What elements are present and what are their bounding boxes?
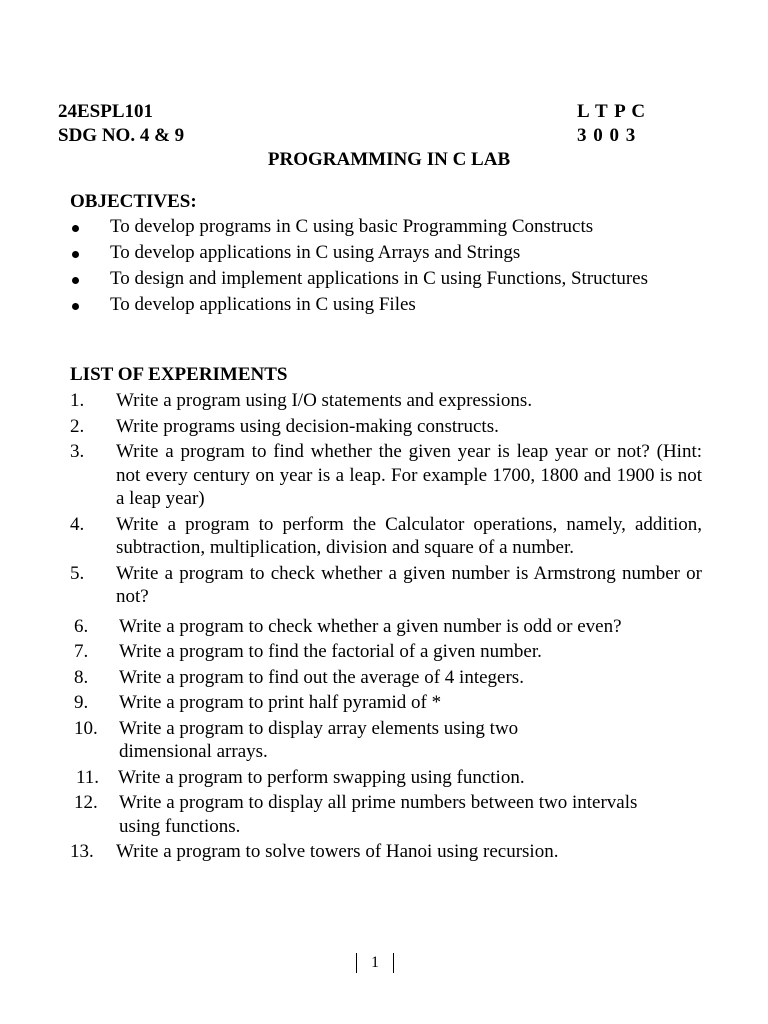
experiment-text: Write a program to print half pyramid of * xyxy=(119,692,442,713)
experiment-text: Write a program to find out the average of 4 integers. xyxy=(119,666,524,688)
bullet-icon xyxy=(72,225,79,232)
experiment-item xyxy=(74,666,702,690)
experiment-number: 12. xyxy=(74,792,98,813)
experiment-item xyxy=(74,717,614,764)
experiment-number: 2. xyxy=(70,415,85,437)
experiment-item xyxy=(74,791,674,838)
objective-text: To design and implement applications in C using Functions, Structures xyxy=(110,268,649,289)
ltpc-values: 3 0 0 3 xyxy=(577,125,637,146)
experiment-text: Write a program using I/O statements and expressions. xyxy=(116,390,533,411)
experiment-number: 1. xyxy=(70,390,85,411)
experiment-item xyxy=(70,513,702,560)
sdg-number: SDG NO. 4 & 9 xyxy=(58,125,185,146)
experiments-list xyxy=(70,389,702,866)
bullet-icon xyxy=(72,277,79,284)
objectives-list xyxy=(70,215,710,319)
course-code: 24ESPL101 xyxy=(58,101,154,122)
experiment-number: 5. xyxy=(70,562,85,584)
page-title: PROGRAMMING IN C LAB xyxy=(267,149,511,170)
bullet-icon xyxy=(72,303,79,310)
objective-item xyxy=(70,215,710,238)
experiment-number: 4. xyxy=(70,513,85,535)
experiment-text: Write a program to check whether a given number is odd or even? xyxy=(119,615,622,637)
ltpc-label: L T P C xyxy=(577,101,647,122)
experiment-item xyxy=(76,766,702,790)
experiment-text: Write a program to perform swapping using function. xyxy=(118,766,525,788)
experiment-item xyxy=(74,691,702,715)
experiments-heading: LIST OF EXPERIMENTS xyxy=(70,364,288,385)
experiment-number: 13. xyxy=(70,841,94,862)
page-number: 1 xyxy=(356,953,394,973)
experiment-number: 7. xyxy=(74,641,89,662)
experiment-item xyxy=(70,389,702,413)
objective-text: To develop applications in C using Files xyxy=(110,294,416,315)
experiment-text: Write a program to find the factorial of a given number. xyxy=(119,641,542,662)
experiment-number: 10. xyxy=(74,717,98,739)
page-footer xyxy=(0,953,768,973)
experiment-item xyxy=(70,415,702,439)
experiment-number: 8. xyxy=(74,666,89,688)
experiment-text: Write a program to display all prime numbers between two intervals using functions. xyxy=(119,792,638,837)
bullet-icon xyxy=(72,251,79,258)
experiment-number: 3. xyxy=(70,441,85,462)
experiment-text: Write programs using decision-making constructs. xyxy=(116,415,499,437)
experiment-item xyxy=(74,615,674,639)
experiment-text: Write a program to find whether the given year is leap year or not? (Hint: not every century on year is a leap. For example 1700, 1800 and 1900 is not a leap year) xyxy=(116,441,702,509)
objective-text: To develop programs in C using basic Programming Constructs xyxy=(110,216,594,237)
objective-text: To develop applications in C using Arrays and Strings xyxy=(110,242,521,263)
experiment-text: Write a program to solve towers of Hanoi using recursion. xyxy=(116,841,559,862)
experiment-item xyxy=(70,562,702,609)
experiment-text: Write a program to display array elements using two dimensional arrays. xyxy=(119,717,519,762)
experiment-text: Write a program to check whether a given number is Armstrong number or not? xyxy=(116,562,702,607)
experiment-number: 9. xyxy=(74,692,89,713)
experiment-item xyxy=(74,640,702,664)
objective-item xyxy=(70,293,710,316)
experiment-number: 11. xyxy=(76,766,100,788)
objective-item xyxy=(70,267,700,290)
experiment-item xyxy=(70,840,702,864)
experiment-item xyxy=(70,440,702,511)
objectives-heading: OBJECTIVES: xyxy=(70,191,197,212)
experiment-text: Write a program to perform the Calculator operations, namely, addition, subtraction, multiplication, division and square of a number. xyxy=(116,513,702,558)
objective-item xyxy=(70,241,710,264)
experiment-number: 6. xyxy=(74,615,89,637)
